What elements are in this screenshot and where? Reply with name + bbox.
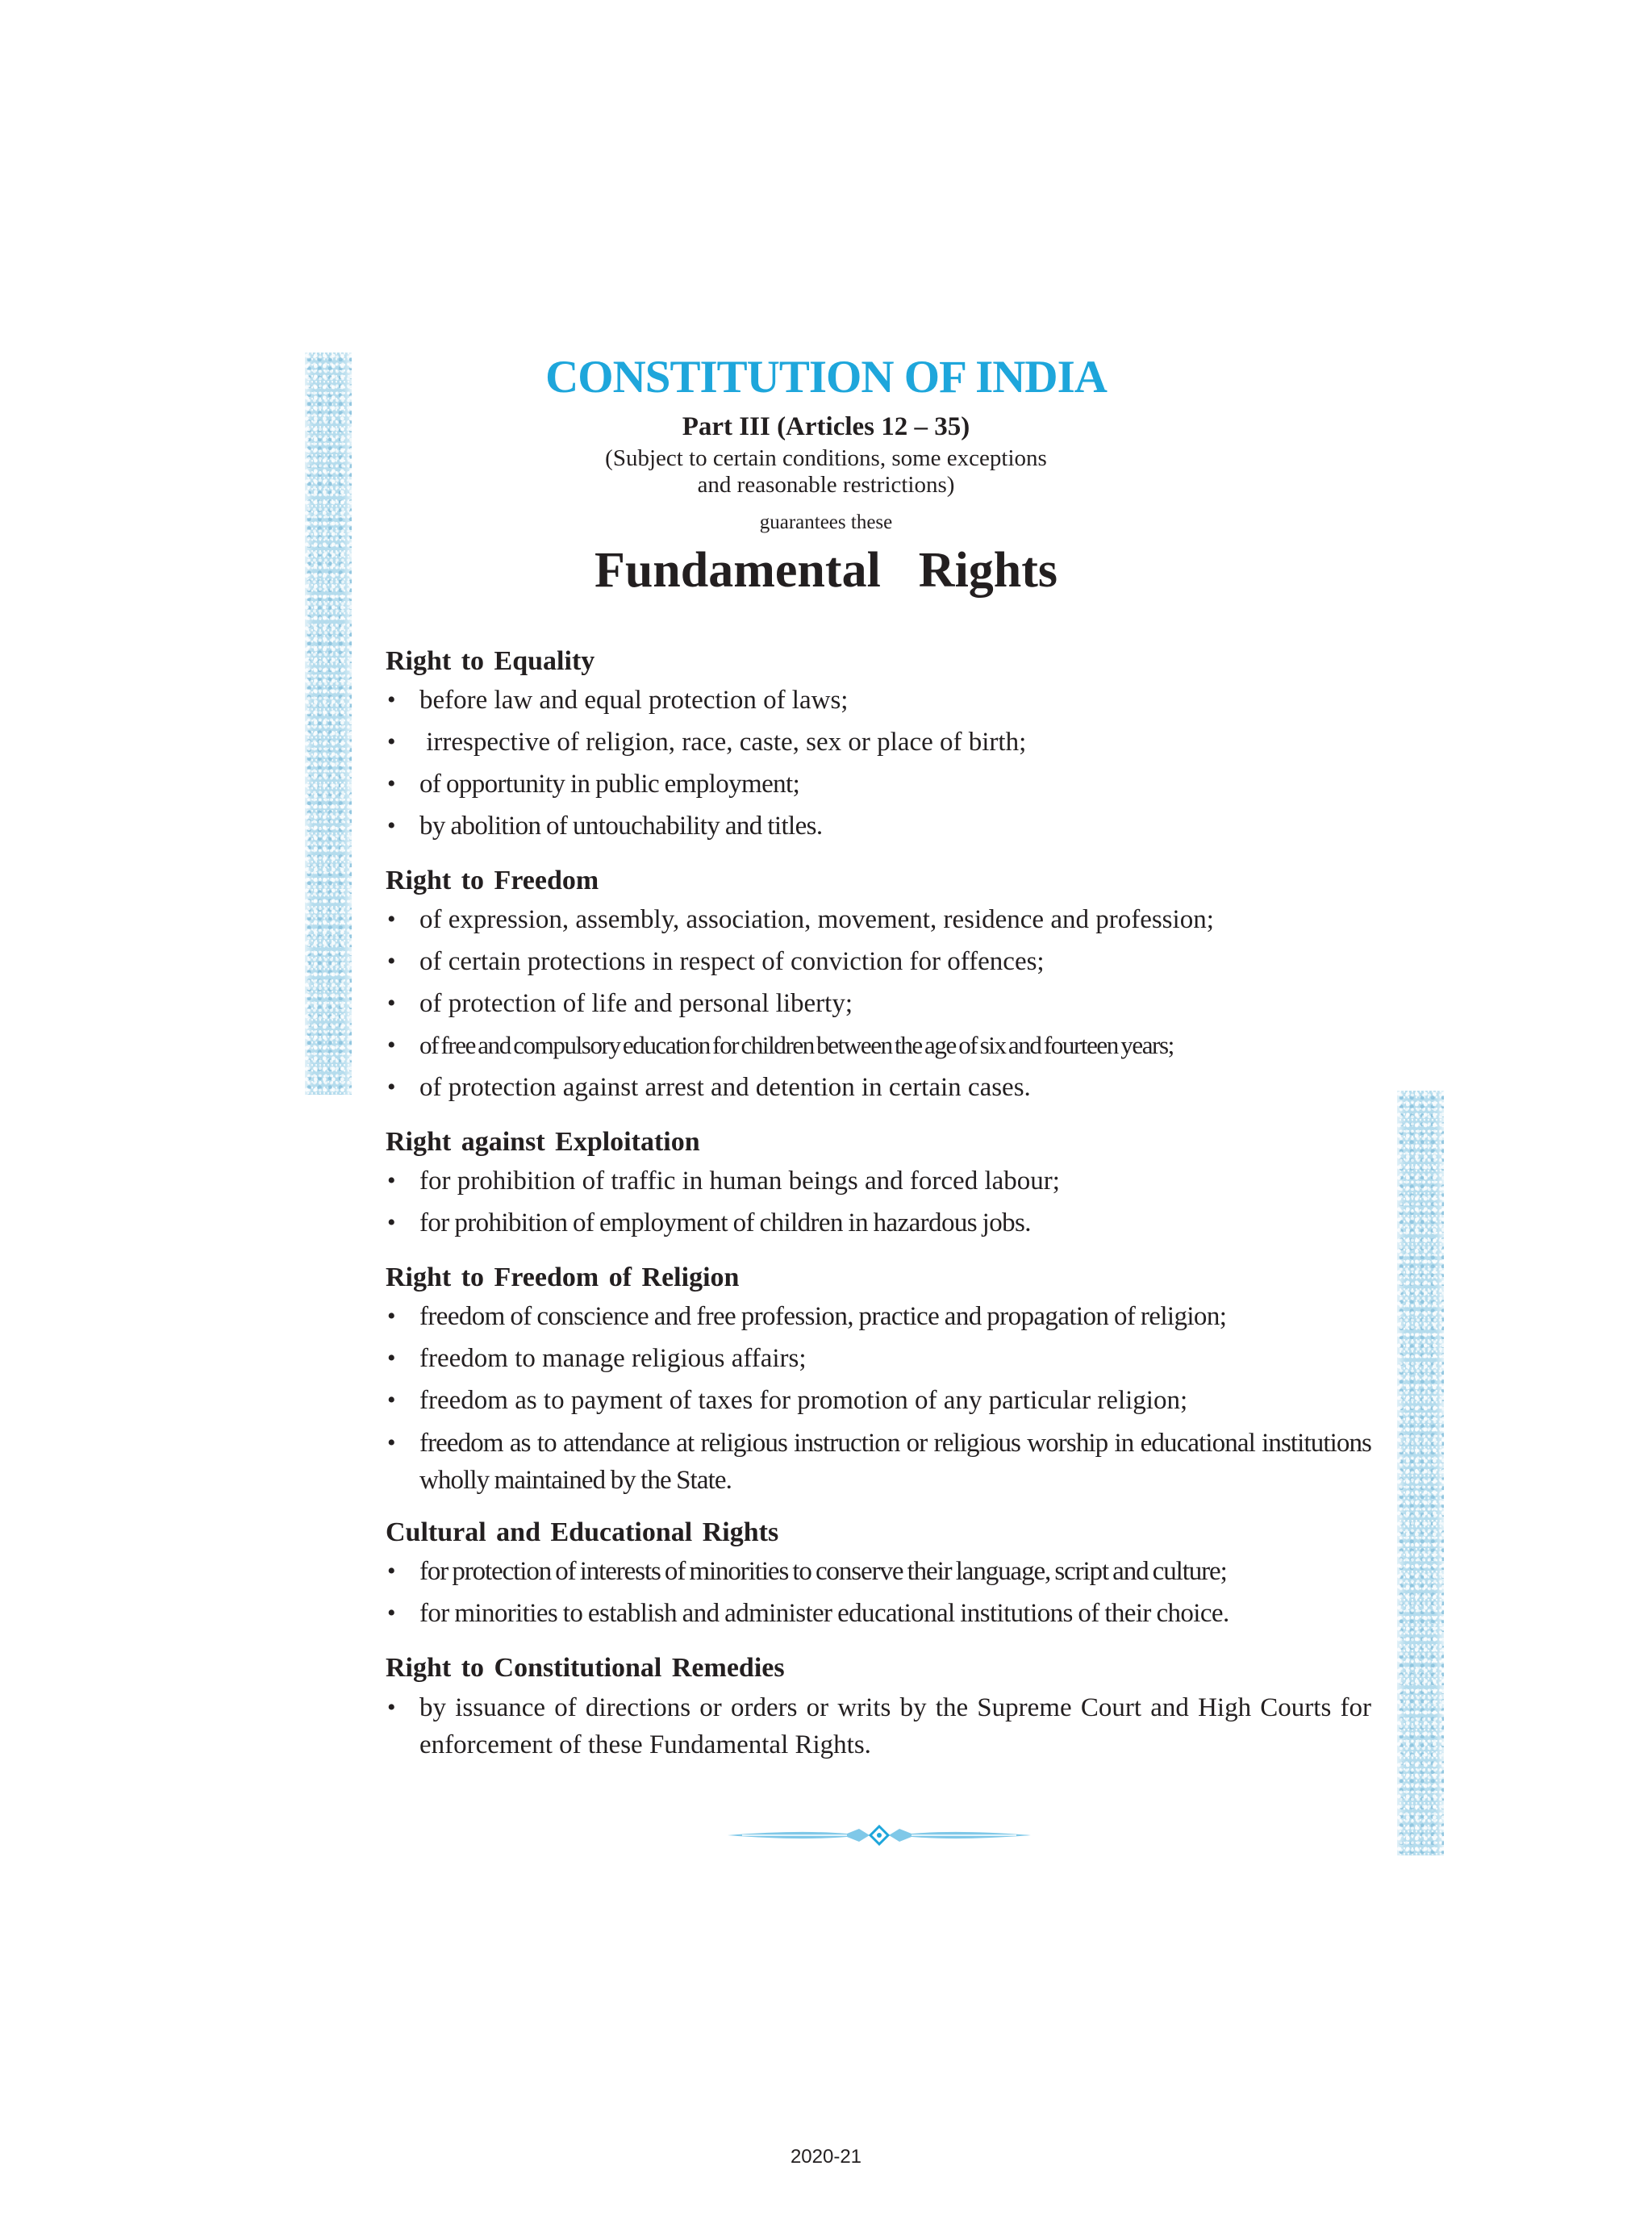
page-number: 2020-21 [790, 2146, 862, 2168]
item-text: freedom as to attendance at religious instruction or religious worship in educational institutions wholly maintained by the State. [419, 1429, 1371, 1495]
item-text: for prohibition of traffic in human beings and forced labour; [419, 1166, 1060, 1196]
bullet-icon: • [387, 1345, 396, 1371]
item-text: of free and compulsory education for children between the age of six and fourteen years; [419, 1031, 1174, 1059]
list-item [386, 1425, 1371, 1499]
list-item [386, 1025, 1371, 1066]
section-right-to-constitutional-remedies [386, 1651, 1371, 1763]
bullet-icon: • [387, 948, 396, 974]
list-item [386, 1066, 1371, 1108]
bullet-icon: • [387, 1074, 396, 1100]
bullet-icon: • [387, 906, 396, 933]
item-text: of protection against arrest and detention in certain cases. [419, 1073, 1031, 1102]
rights-list [386, 899, 1371, 1108]
decorative-strip-right [1397, 1091, 1444, 1855]
section-right-against-exploitation [386, 1125, 1371, 1244]
item-text: for minorities to establish and administer educational institutions of their choice. [419, 1599, 1229, 1628]
list-item [386, 1550, 1371, 1592]
guarantees-text: guarantees these [759, 511, 893, 533]
section-title: Right to Freedom [386, 866, 599, 895]
bullet-icon: • [387, 1694, 396, 1721]
rights-content [386, 644, 1371, 1780]
bullet-icon: • [387, 1303, 395, 1329]
item-text: of expression, assembly, association, movement, residence and profession; [419, 905, 1214, 934]
section-title: Right to Equality [386, 646, 595, 676]
bullet-icon: • [387, 1429, 395, 1456]
item-text: by issuance of directions or orders or writs by the Supreme Court and High Courts for enforcement of these Fundamental Rights. [419, 1693, 1371, 1759]
bullet-icon: • [387, 1558, 395, 1584]
section-title: Cultural and Educational Rights [386, 1517, 779, 1547]
rights-list [386, 679, 1371, 847]
list-item [386, 899, 1371, 941]
divider-ornament-icon [726, 1822, 1032, 1849]
list-item [386, 679, 1371, 721]
list-item [386, 1689, 1371, 1763]
conditions-note-line-1: (Subject to certain conditions, some exceptions [605, 445, 1047, 471]
item-text: irrespective of religion, race, caste, sex or place of birth; [419, 728, 1027, 757]
list-item [386, 1160, 1371, 1202]
section-title: Right to Freedom of Religion [386, 1262, 740, 1292]
item-text: before law and equal protection of laws; [419, 686, 849, 715]
rights-list [386, 1550, 1371, 1634]
section-title: Right against Exploitation [386, 1127, 700, 1157]
item-text: of certain protections in respect of conviction for offences; [419, 947, 1045, 976]
bullet-icon: • [387, 1387, 396, 1413]
item-text: freedom as to payment of taxes for promotion of any particular religion; [419, 1386, 1188, 1415]
section-title: Right to Constitutional Remedies [386, 1653, 785, 1683]
bullet-icon: • [387, 770, 395, 797]
list-item [386, 721, 1371, 763]
list-item [386, 1592, 1371, 1634]
rights-list [386, 1689, 1371, 1763]
bullet-icon: • [387, 812, 395, 839]
rights-list [386, 1296, 1371, 1499]
section-cultural-and-educational-rights [386, 1515, 1371, 1634]
part-subtitle: Part III (Articles 12 – 35) [682, 412, 970, 441]
item-text: freedom to manage religious affairs; [419, 1344, 807, 1373]
list-item [386, 941, 1371, 983]
bullet-icon: • [387, 1600, 395, 1626]
list-item [386, 1296, 1371, 1338]
page-heading: Fundamental Rights [594, 543, 1058, 598]
list-item [386, 983, 1371, 1025]
list-item [386, 805, 1371, 847]
rights-list [386, 1160, 1371, 1244]
section-right-to-freedom-of-religion [386, 1260, 1371, 1499]
section-right-to-freedom [386, 863, 1371, 1108]
bullet-icon: • [387, 728, 396, 755]
item-text: for prohibition of employment of children in hazardous jobs. [419, 1208, 1031, 1237]
list-item [386, 763, 1371, 805]
bullet-icon: • [387, 1209, 395, 1236]
item-text: of protection of life and personal liberty; [419, 989, 853, 1018]
section-right-to-equality [386, 644, 1371, 847]
list-item [386, 1202, 1371, 1244]
list-item [386, 1338, 1371, 1379]
bullet-icon: • [387, 1032, 395, 1058]
bullet-icon: • [387, 1167, 396, 1194]
item-text: for protection of interests of minorities to conserve their language, script and culture; [419, 1557, 1227, 1586]
item-text: by abolition of untouchability and titles. [419, 812, 823, 841]
bullet-icon: • [387, 990, 396, 1016]
document-title: CONSTITUTION OF INDIA [545, 352, 1107, 403]
item-text: of opportunity in public employment; [419, 770, 800, 799]
list-item [386, 1379, 1371, 1421]
bullet-icon: • [387, 687, 396, 713]
item-text: freedom of conscience and free profession, practice and propagation of religion; [419, 1302, 1227, 1331]
conditions-note-line-2: and reasonable restrictions) [697, 472, 955, 498]
